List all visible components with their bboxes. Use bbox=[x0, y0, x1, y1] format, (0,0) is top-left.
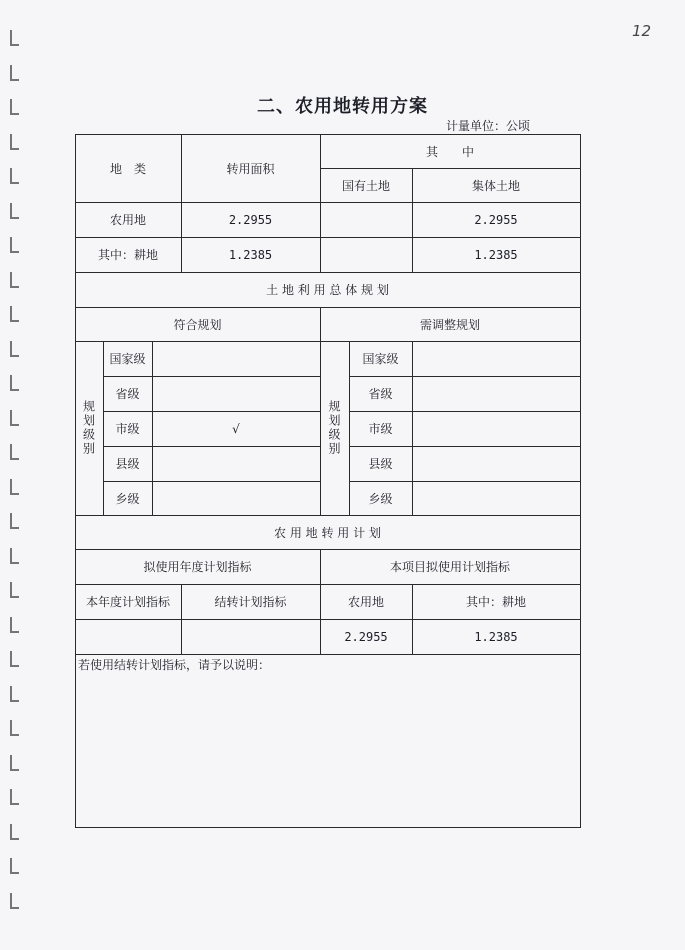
header-conforming-plan: 符合规划 bbox=[173, 317, 222, 332]
header-collective: 集体土地 bbox=[471, 178, 520, 193]
adjust-provincial bbox=[412, 376, 580, 411]
level-municipal-left: 市级 bbox=[115, 422, 140, 436]
header-land-type: 地 类 bbox=[109, 161, 146, 176]
level-national-left: 国家级 bbox=[109, 352, 146, 366]
row-label-agricultural: 农用地 bbox=[109, 213, 146, 227]
adjust-municipal bbox=[412, 411, 580, 446]
unit-label: 计量单位：公顷 bbox=[446, 119, 531, 133]
section-title-land-use-plan: 土 地 利 用 总 体 规 划 bbox=[266, 283, 389, 297]
adjust-county bbox=[412, 446, 580, 481]
level-municipal-right: 市级 bbox=[368, 422, 393, 436]
value-project-arable: 1.2385 bbox=[474, 629, 518, 644]
header-project-quota: 本项目拟使用计划指标 bbox=[389, 560, 510, 574]
header-carryover-quota: 结转计划指标 bbox=[214, 595, 287, 609]
header-state-owned: 国有土地 bbox=[341, 178, 390, 193]
cell-arable-collective: 1.2385 bbox=[474, 247, 518, 262]
cell-agricultural-collective: 2.2955 bbox=[474, 212, 518, 227]
level-national-right: 国家级 bbox=[362, 352, 399, 366]
level-county-right: 县级 bbox=[368, 457, 393, 471]
value-carryover-quota bbox=[181, 619, 320, 654]
conform-county bbox=[152, 446, 320, 481]
level-township-right: 乡级 bbox=[368, 491, 393, 506]
header-project-agricultural: 农用地 bbox=[347, 595, 384, 609]
conform-national bbox=[152, 341, 320, 376]
level-county-left: 县级 bbox=[115, 457, 140, 471]
cell-arable-area: 1.2385 bbox=[228, 247, 273, 262]
label-plan-level-left: 规划级别 bbox=[81, 400, 96, 456]
header-annual-quota: 本年度计划指标 bbox=[85, 595, 170, 609]
header-plan-adjustment: 需调整规划 bbox=[419, 317, 480, 332]
header-project-arable: 其中：耕地 bbox=[465, 595, 526, 609]
header-converted-area: 转用面积 bbox=[226, 161, 275, 176]
row-label-arable: 其中：耕地 bbox=[97, 248, 158, 262]
adjust-township bbox=[412, 481, 580, 515]
header-annual-quota-used: 拟使用年度计划指标 bbox=[143, 560, 252, 574]
cell-agricultural-state bbox=[320, 202, 412, 237]
label-plan-level-right: 规划级别 bbox=[327, 400, 341, 456]
level-provincial-right: 省级 bbox=[368, 387, 393, 401]
cell-arable-state bbox=[320, 237, 412, 272]
section-title-conversion-plan: 农 用 地 转 用 计 划 bbox=[274, 525, 381, 540]
conform-township bbox=[152, 481, 320, 515]
header-among: 其 中 bbox=[425, 144, 474, 159]
level-provincial-left: 省级 bbox=[115, 387, 140, 401]
carryover-explanation-note: 若使用结转计划指标，请予以说明： bbox=[78, 658, 271, 672]
adjust-national bbox=[412, 341, 580, 376]
level-township-left: 乡级 bbox=[115, 491, 140, 506]
cell-agricultural-area: 2.2955 bbox=[228, 212, 273, 227]
page-title: 二、农用地转用方案 bbox=[257, 96, 428, 117]
value-annual-quota bbox=[75, 619, 181, 654]
conform-provincial bbox=[152, 376, 320, 411]
value-project-agricultural: 2.2955 bbox=[344, 629, 388, 644]
conform-municipal-checkmark: √ bbox=[232, 421, 240, 436]
page-number: 12 bbox=[632, 22, 652, 40]
